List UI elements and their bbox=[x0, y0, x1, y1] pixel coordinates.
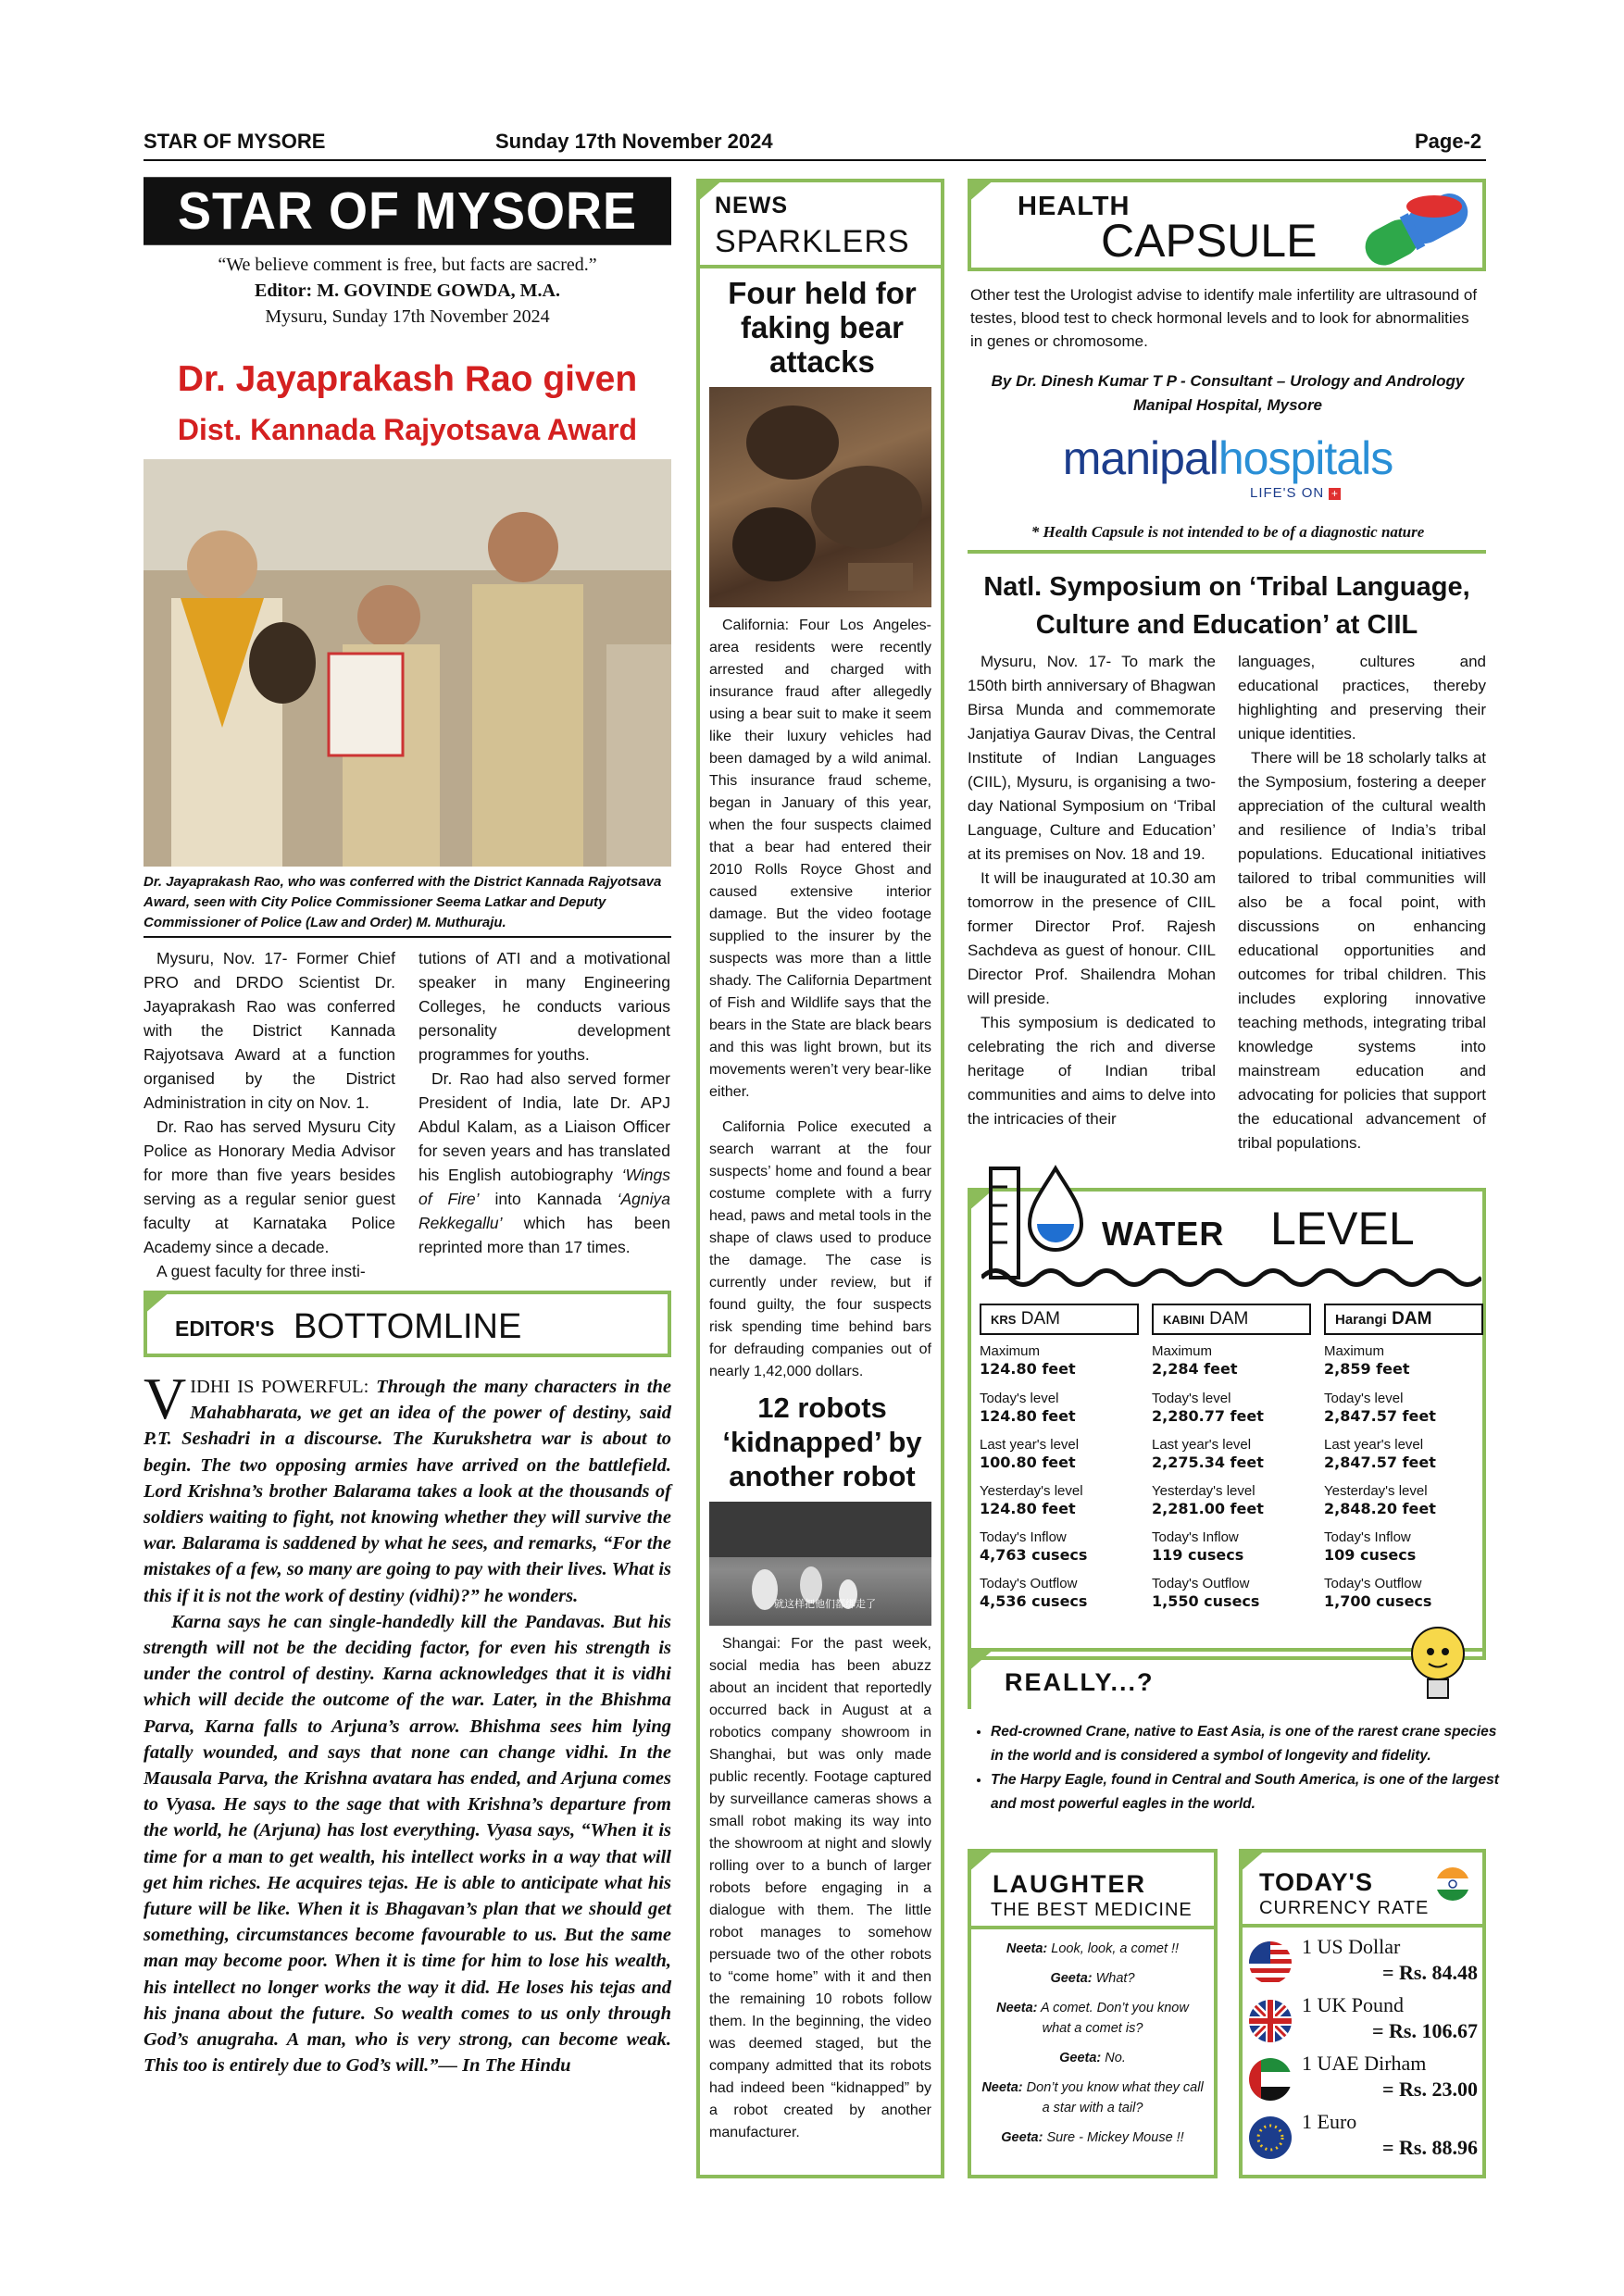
health-body: Other test the Urologist advise to identify male infertility are ultrasound of testes, blood test to check hormonal levels and to look for abnormalities in genes or chromosome. bbox=[970, 286, 1478, 350]
dam-row-value: 2,275.34 feet bbox=[1152, 1454, 1264, 1471]
dam-name: DAM bbox=[1392, 1309, 1432, 1329]
dam-tag: KABINI bbox=[1163, 1313, 1205, 1327]
dam-column bbox=[1324, 1304, 1483, 1621]
sparkler-headline-2: 12 robots ‘kidnapped’ by another robot bbox=[722, 1391, 922, 1492]
dam-row bbox=[1152, 1482, 1311, 1518]
lead-caps: IDHI IS POWERFUL: bbox=[190, 1377, 369, 1397]
dam-column bbox=[980, 1304, 1139, 1621]
speech: What? bbox=[1092, 1971, 1135, 1986]
lead-headline-line2: Dist. Kannada Rajyotsava Award bbox=[177, 413, 638, 446]
dam-column bbox=[1152, 1304, 1311, 1621]
sparkler-paragraph: California Police executed a search warrant at the four suspects’ home and found a bear costume complete with a furry head, paws and metal tools in the shape of claws used to produce the damage. The case is currently under review, but if found guilty, the four suspects risk spending time behind bars for defrauding companies out of nearly 1,42,000 dollars. bbox=[709, 1119, 931, 1379]
header-date: Sunday 17th November 2024 bbox=[495, 130, 773, 153]
dam-row-value: 119 cusecs bbox=[1152, 1546, 1244, 1564]
dam-row-value: 109 cusecs bbox=[1324, 1546, 1417, 1564]
dam-row-value: 2,281.00 feet bbox=[1152, 1500, 1264, 1517]
symposium-headline-1: Natl. Symposium on ‘Tribal Language, bbox=[983, 572, 1470, 602]
dam-row-label: Today's level bbox=[1324, 1391, 1404, 1406]
really-tag-text: REALLY...? bbox=[1005, 1668, 1155, 1696]
speaker: Geeta: bbox=[1059, 2051, 1102, 2065]
dam-row bbox=[1152, 1529, 1311, 1565]
currency-row bbox=[1241, 2052, 1485, 2107]
currency-unit: 1 US Dollar bbox=[1302, 1935, 1401, 1958]
dam-row-value: 2,284 feet bbox=[1152, 1360, 1238, 1378]
dam-header bbox=[1152, 1304, 1311, 1335]
logo-text: manipal bbox=[1062, 432, 1218, 484]
editors-body bbox=[144, 1366, 671, 2078]
dam-header bbox=[980, 1304, 1139, 1335]
speech: Look, look, a comet !! bbox=[1047, 1941, 1180, 1956]
header-paper-name: STAR OF MYSORE bbox=[144, 130, 326, 153]
usa-flag-icon bbox=[1248, 1940, 1293, 1985]
dam-row bbox=[980, 1575, 1139, 1611]
dam-row bbox=[1152, 1436, 1311, 1472]
dam-row-label: Today's Outflow bbox=[980, 1576, 1078, 1591]
speaker: Geeta: bbox=[1001, 2130, 1043, 2145]
dialogue-line bbox=[981, 1939, 1204, 1959]
tab-corner bbox=[968, 179, 995, 203]
manipal-tagline bbox=[1250, 485, 1341, 501]
sparklers-tag-bold: NEWS bbox=[715, 193, 788, 218]
currency-row bbox=[1241, 1993, 1485, 2049]
header-page-number: Page-2 bbox=[1415, 130, 1482, 153]
book-title: ‘Wings of Fire’ bbox=[418, 1166, 670, 1208]
manipal-logo bbox=[970, 431, 1485, 485]
laughter-tag-bold: LAUGHTER bbox=[993, 1870, 1146, 1898]
dam-row-value: 4,763 cusecs bbox=[980, 1546, 1088, 1564]
symposium-column-2 bbox=[1238, 650, 1486, 1155]
really-list bbox=[970, 1720, 1505, 1816]
dam-row-label: Last year's level bbox=[980, 1437, 1080, 1453]
bear-suit-photo bbox=[709, 387, 931, 607]
really-item: • The Harpy Eagle, found in Central and South America, is one of the largest and most powerful eagles in the world. bbox=[991, 1768, 1505, 1816]
lead-photo bbox=[144, 459, 671, 867]
currency-tag-bold: TODAY'S bbox=[1259, 1868, 1373, 1896]
dam-row-value: 1,550 cusecs bbox=[1152, 1592, 1260, 1610]
speech: Sure - Mickey Mouse !! bbox=[1043, 2130, 1184, 2145]
dam-row-value: 2,280.77 feet bbox=[1152, 1407, 1264, 1425]
health-tag-bold: HEALTH bbox=[1018, 192, 1131, 221]
tab-corner bbox=[968, 1849, 995, 1873]
water-tag-light: LEVEL bbox=[1270, 1203, 1415, 1254]
lead-text: which has been reprinted more than 17 times. bbox=[418, 1214, 670, 1256]
dam-row bbox=[1152, 1575, 1311, 1611]
lead-paragraph bbox=[418, 1067, 670, 1259]
dam-row-value: 2,848.20 feet bbox=[1324, 1500, 1436, 1517]
currency-row bbox=[1241, 1935, 1485, 1990]
dam-row bbox=[980, 1482, 1139, 1518]
editors-text: Through the many characters in the Mahabharata, we get an idea of the power of destiny, said P.T. Seshadri in a discourse. The Kurukshetra war is about to begin. The two opposing armies have arrived on the battlefield. Lord Krishna’s brother Balarama takes a look at the thousands of soldiers waiting to fight, not knowing whether they will survive the war. Balarama is saddened by what he sees, and remarks, “For the mistakes of a few, so many are going to pay with their lives. What is this if it is not the work of destiny (vidhi)?” he wonders. bbox=[144, 1377, 671, 1606]
dam-row-label: Today's Inflow bbox=[1152, 1529, 1239, 1545]
sparkler-headline-1: Four held for faking bear attacks bbox=[728, 276, 917, 379]
uk-flag-icon bbox=[1248, 1999, 1293, 2043]
symposium-headline-2: Culture and Education’ at CIIL bbox=[1035, 610, 1418, 640]
dam-row bbox=[1324, 1436, 1483, 1472]
sparklers-tag-light: SPARKLERS bbox=[715, 224, 910, 259]
dam-row bbox=[980, 1529, 1139, 1565]
drop-cap: V bbox=[144, 1366, 187, 1431]
editors-bottomline-tag bbox=[144, 1291, 671, 1357]
dam-row bbox=[1324, 1482, 1483, 1518]
dam-row-label: Yesterday's level bbox=[1152, 1483, 1255, 1499]
currency-value: = Rs. 88.96 bbox=[1382, 2136, 1478, 2159]
speech: No. bbox=[1101, 2051, 1126, 2065]
really-item: • Red-crowned Crane, native to East Asia, is one of the rarest crane species in the world and is considered a symbol of longevity and fidelity. bbox=[991, 1720, 1505, 1768]
speech: A comet. Don’t you know what a comet is? bbox=[1037, 2001, 1189, 2036]
dialogue-line bbox=[981, 2078, 1204, 2118]
plus-icon: + bbox=[1329, 488, 1341, 500]
tab-corner bbox=[968, 1648, 995, 1672]
dam-row-label: Maximum bbox=[980, 1343, 1041, 1359]
currency-unit: 1 UK Pound bbox=[1302, 1993, 1405, 2016]
dam-row-label: Maximum bbox=[1324, 1343, 1385, 1359]
sparkler-story-2 bbox=[709, 1633, 931, 2144]
lead-paragraph: A guest faculty for three insti- bbox=[156, 1262, 366, 1280]
dam-row bbox=[1324, 1390, 1483, 1426]
currency-value: = Rs. 84.48 bbox=[1382, 1961, 1478, 1984]
dam-row-value: 124.80 feet bbox=[980, 1500, 1076, 1517]
speaker: Geeta: bbox=[1050, 1971, 1093, 1986]
dam-header bbox=[1324, 1304, 1483, 1335]
symposium-paragraph: This symposium is dedicated to celebrating the rich and diverse heritage of Indian tribal communities and aims to delve into the intricacies of their bbox=[968, 1014, 1216, 1128]
dam-row-label: Last year's level bbox=[1324, 1437, 1424, 1453]
laughter-dialogue bbox=[981, 1939, 1204, 2157]
masthead-editor: Editor: M. GOVINDE GOWDA, M.A. bbox=[255, 281, 560, 301]
dam-row bbox=[980, 1390, 1139, 1426]
masthead-title: STAR OF MYSORE bbox=[144, 177, 671, 245]
water-tag-bold: WATER bbox=[1102, 1215, 1225, 1253]
health-capsule-tag bbox=[968, 179, 1486, 271]
dam-row-label: Today's level bbox=[980, 1391, 1059, 1406]
header-rule bbox=[144, 159, 1486, 161]
sparkler-paragraph: Shangai: For the past week, social media has been abuzz about an incident that reportedly occurred back in August at a robotics company showroom in Shanghai, but was only made public recently. Footage captured by surveillance cameras shows a small robot making its way into the showroom at night and slowly rolling over to a bunch of larger robots before engaging in a dialogue with them. The little robot manages to somehow persuade two of the other robots to “come home” with it and then the remaining 10 robots follow them. In the beginning, the video was deemed staged, but the company admitted that its robots had indeed been “kidnapped” by a robot created by another manufacturer. bbox=[709, 1636, 931, 2140]
dam-row-label: Yesterday's level bbox=[980, 1483, 1083, 1499]
dam-row-label: Last year's level bbox=[1152, 1437, 1252, 1453]
sparkler-story-1 bbox=[709, 615, 931, 1383]
bear-suit-illustration bbox=[709, 387, 931, 607]
caption-rule bbox=[144, 936, 671, 938]
dam-row-label: Today's Outflow bbox=[1152, 1576, 1250, 1591]
editors-tag-bold: EDITOR'S bbox=[175, 1316, 275, 1341]
currency-list bbox=[1241, 1928, 1485, 2177]
dam-table bbox=[980, 1304, 1480, 1655]
lead-paragraph: tutions of ATI and a motivational speaker in many Engineering Colleges, he conducts various personality development programmes for youths. bbox=[418, 949, 670, 1064]
masthead-motto: “We believe comment is free, but facts are sacred.” bbox=[218, 255, 597, 275]
masthead-dateline: Mysuru, Sunday 17th November 2024 bbox=[265, 306, 550, 327]
speech: Don’t you know what they call a star with a tail? bbox=[1022, 2080, 1204, 2115]
speaker: Neeta: bbox=[996, 2001, 1038, 2015]
editors-tag-light: BOTTOMLINE bbox=[294, 1307, 522, 1346]
currency-row bbox=[1241, 2110, 1485, 2165]
dam-tag: Harangi bbox=[1335, 1312, 1387, 1328]
lead-text: Dr. Rao had also served former President of India, late Dr. APJ Abdul Kalam, as a Liaison Officer for seven years and has translated his English autobiography bbox=[418, 1069, 670, 1184]
lead-text: into Kannada bbox=[479, 1190, 618, 1208]
laughter-rule bbox=[968, 1926, 1218, 1929]
dialogue-line bbox=[981, 2128, 1204, 2148]
video-overlay-text: 就这样把他们都绑走了 bbox=[774, 1598, 876, 1610]
dam-row-label: Today's level bbox=[1152, 1391, 1231, 1406]
lead-headline-line1: Dr. Jayaprakash Rao given bbox=[177, 359, 638, 399]
symposium-column-1 bbox=[968, 650, 1216, 1131]
dam-row-value: 124.80 feet bbox=[980, 1407, 1076, 1425]
lead-photo-caption: Dr. Jayaprakash Rao, who was conferred with the District Kannada Rajyotsava Award, seen with City Police Commissioner Seema Latkar and Deputy Commissioner of Police (Law and Order) M. Muthuraju. bbox=[144, 874, 662, 930]
water-waves-icon bbox=[981, 1259, 1481, 1296]
dam-row bbox=[1324, 1529, 1483, 1565]
dam-row bbox=[1324, 1575, 1483, 1611]
currency-tag-light: CURRENCY RATE bbox=[1259, 1898, 1430, 1918]
uae-flag-icon bbox=[1248, 2057, 1293, 2102]
dam-row-label: Today's Inflow bbox=[980, 1529, 1067, 1545]
currency-unit: 1 Euro bbox=[1302, 2110, 1357, 2133]
dam-row-value: 100.80 feet bbox=[980, 1454, 1076, 1471]
symposium-paragraph: It will be inaugurated at 10.30 am tomorrow in the presence of CIIL former Director Prof. Rajesh Sachdeva as guest of honour. CIIL Director Prof. Shailendra Mohan will preside. bbox=[968, 869, 1216, 1007]
sparkler-paragraph: California: Four Los Angeles-area residents were recently arrested and charged with insurance fraud after allegedly using a bear suit to make it seem like their luxury vehicles had been damaged by a wild animal. This insurance fraud scheme, began in January of this year, when the four suspects claimed that a bear had entered their 2010 Rolls Royce Ghost and caused extensive interior damage. But the video footage supplied to the insurer by the suspects was more than a little shady. The California Department of Fish and Wildlife says that the bears in the State are black bears and this was light brown, but its movements weren’t very bear-like either. bbox=[709, 618, 931, 1100]
logo-text: LIFE'S ON bbox=[1250, 485, 1325, 501]
speaker: Neeta: bbox=[981, 2080, 1023, 2095]
health-byline-1: By Dr. Dinesh Kumar T P - Consultant – Urology and Andrology bbox=[991, 372, 1465, 390]
dam-row-value: 2,859 feet bbox=[1324, 1360, 1410, 1378]
dam-row-value: 2,847.57 feet bbox=[1324, 1454, 1436, 1471]
capsule-pill-icon bbox=[1351, 188, 1480, 268]
lightbulb-icon bbox=[1405, 1622, 1470, 1707]
health-rule bbox=[968, 550, 1486, 554]
dam-row bbox=[1324, 1342, 1483, 1379]
robot-cctv-photo bbox=[709, 1502, 931, 1626]
dam-name: DAM bbox=[1020, 1309, 1060, 1329]
dam-row-label: Today's Outflow bbox=[1324, 1576, 1422, 1591]
editors-text: Karna says he can single-handedly kill the Pandavas. But his strength will not be the deciding factor, for even his strength is under the control of destiny. Karna acknowledges that it is vidhi which will decide the outcome of the war. Later, in the Bhishma Parva, Karna falls to Arjuna’s arrow. Bhishma sees him lying fatally wounded, and says that none can change vidhi. In the Mausala Parva, the Krishna avatara has ended, and Arjuna comes to Vyasa. He says to the sage that with Krishna’s departure from the world, he (Arjuna) has lost everything. Vyasa says, “When it is time for a man to get wealth, his intellect works in a way that will get him riches. He acquires tejas. He is able to anticipate what his future will be like. When it is Bhagavan’s plan that we should get something, circumstances become favourable to us. But the same man may become poor. When it is time for him to lose his wealth, his intellect no longer works the way it did. He loses his tejas and his jnana about the future. So wealth comes to us only through God’s anugraha. A man, who is very strong, can become weak. This too is entirely due to God’s will.”— In The Hindu bbox=[144, 1611, 671, 2077]
dam-row-value: 124.80 feet bbox=[980, 1360, 1076, 1378]
currency-unit: 1 UAE Dirham bbox=[1302, 2052, 1427, 2075]
dam-row-value: 4,536 cusecs bbox=[980, 1592, 1088, 1610]
award-ceremony-illustration bbox=[144, 459, 671, 867]
dialogue-line bbox=[981, 1998, 1204, 2039]
dam-row-label: Yesterday's level bbox=[1324, 1483, 1428, 1499]
book-title: ‘Agniya Rekkegallu’ bbox=[418, 1190, 670, 1232]
logo-text: hospitals bbox=[1218, 432, 1393, 484]
health-byline-2: Manipal Hospital, Mysore bbox=[1132, 396, 1323, 414]
dialogue-line bbox=[981, 1968, 1204, 1989]
dam-row-label: Maximum bbox=[1152, 1343, 1213, 1359]
eu-flag-icon bbox=[1248, 2115, 1293, 2160]
sparklers-rule bbox=[696, 265, 944, 268]
dam-tag: KRS bbox=[991, 1313, 1017, 1327]
health-disclaimer: * Health Capsule is not intended to be of a diagnostic nature bbox=[1031, 523, 1425, 541]
dam-row-label: Today's Inflow bbox=[1324, 1529, 1411, 1545]
currency-value: = Rs. 23.00 bbox=[1382, 2078, 1478, 2101]
dam-row bbox=[1152, 1390, 1311, 1426]
dialogue-line bbox=[981, 2048, 1204, 2068]
lead-column-2 bbox=[418, 946, 670, 1259]
dam-row bbox=[980, 1436, 1139, 1472]
lead-paragraph: Dr. Rao has served Mysuru City Police as Honorary Media Advisor for more than five years besides serving as a regular senior guest faculty at Karnataka Police Academy since a decade. bbox=[144, 1117, 395, 1256]
dam-row bbox=[1152, 1342, 1311, 1379]
currency-value: = Rs. 106.67 bbox=[1372, 2019, 1478, 2042]
dam-row-value: 2,847.57 feet bbox=[1324, 1407, 1436, 1425]
lead-paragraph: Mysuru, Nov. 17- Former Chief PRO and DRDO Scientist Dr. Jayaprakash Rao was conferred with the District Kannada Rajyotsava Award at a function organised by the District Administration in city on Nov. 1. bbox=[144, 949, 395, 1112]
laughter-tag-light: THE BEST MEDICINE bbox=[991, 1900, 1193, 1920]
lead-column-1 bbox=[144, 946, 395, 1283]
dam-name: DAM bbox=[1209, 1309, 1249, 1329]
symposium-paragraph: There will be 18 scholarly talks at the Symposium, fostering a deeper appreciation of the cultural wealth and resilience of India’s tribal populations. Educational initiatives tailored to tribal communities will also be a focal point, with discussions on enhancing educational opportunities and outcomes for tribal children. This includes exploring innovative teaching methods, integrating tribal knowledge systems into mainstream education and advocating for policies that support the educational advancement of tribal populations. bbox=[1238, 749, 1486, 1152]
health-tag-light: CAPSULE bbox=[1101, 215, 1318, 267]
speaker: Neeta: bbox=[1006, 1941, 1048, 1956]
dam-row-value: 1,700 cusecs bbox=[1324, 1592, 1432, 1610]
symposium-paragraph: Mysuru, Nov. 17- To mark the 150th birth anniversary of Bhagwan Birsa Munda and commemorate Janjatiya Gaurav Divas, the Central Institute of Indian Languages (CIIL), Mysuru, is organising a two-day National Symposium on ‘Tribal Language, Culture and Education’ at its premises on Nov. 18 and 19. bbox=[968, 653, 1216, 863]
tab-corner bbox=[144, 1291, 171, 1315]
symposium-paragraph: languages, cultures and educational practices, thereby highlighting and preserving their unique identities. bbox=[1238, 653, 1486, 742]
dam-row bbox=[980, 1342, 1139, 1379]
india-flag-icon bbox=[1435, 1866, 1470, 1902]
